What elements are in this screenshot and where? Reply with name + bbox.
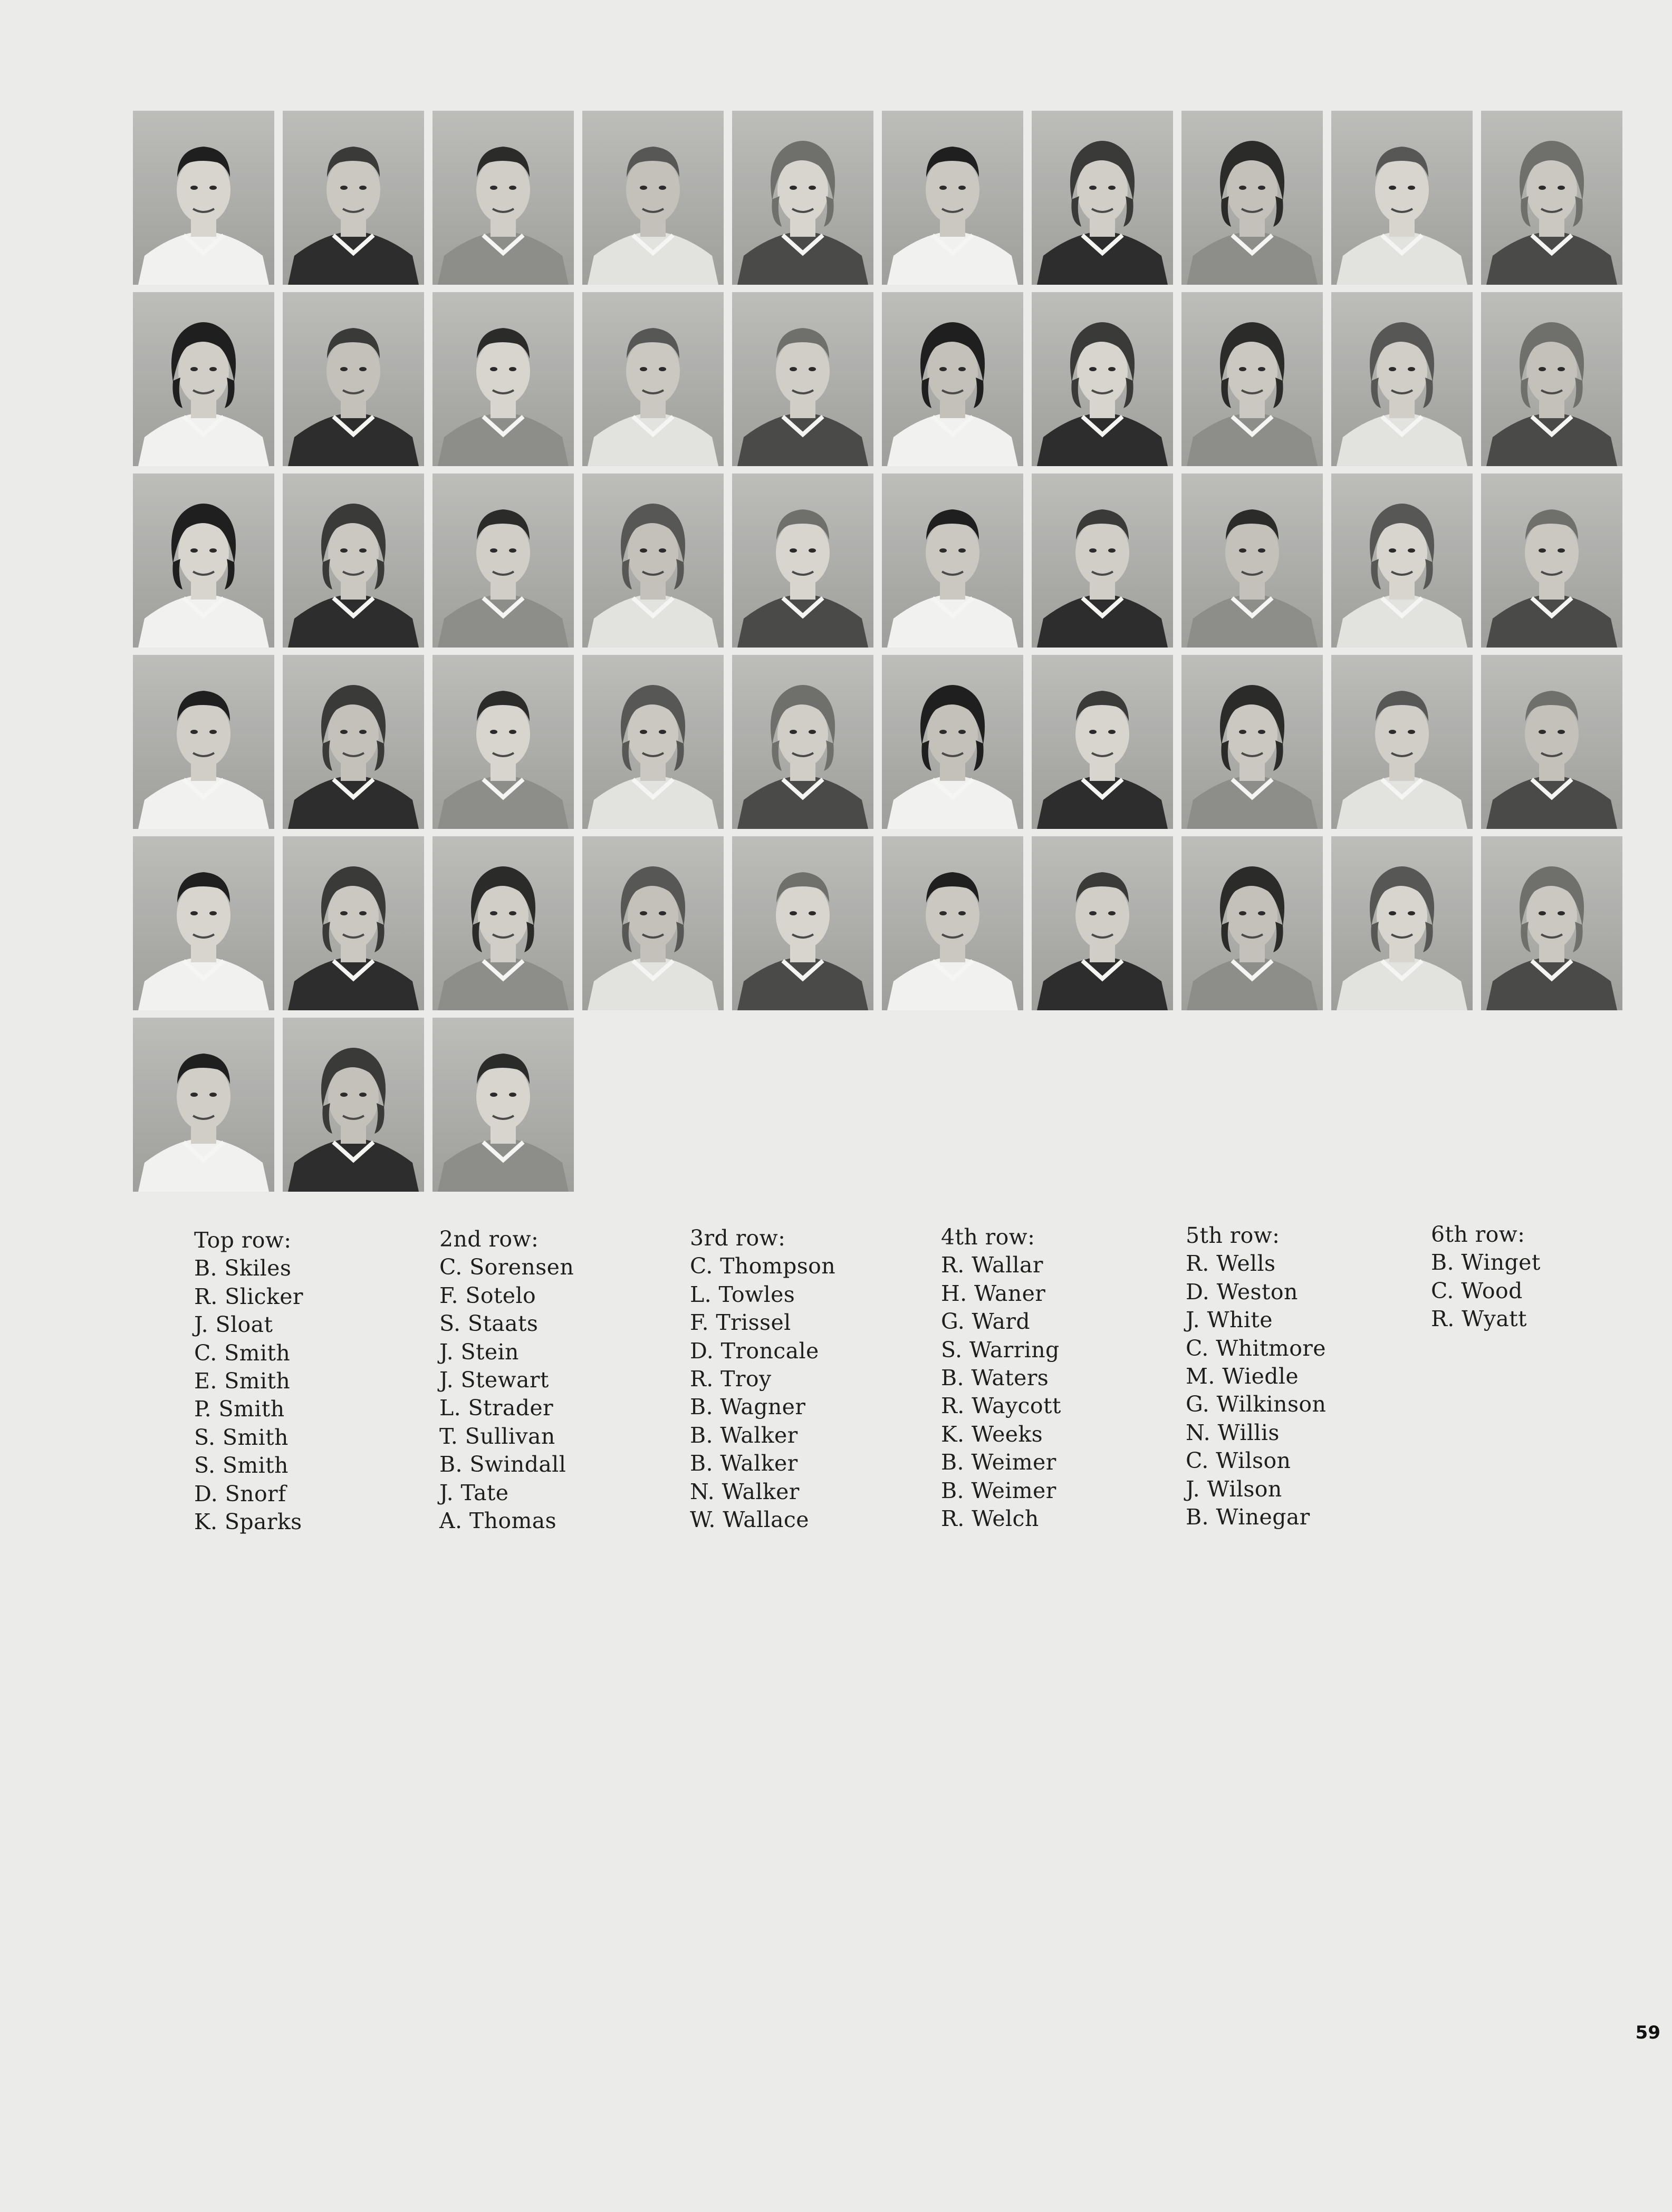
portrait-figure <box>732 474 873 648</box>
student-portrait <box>732 836 873 1010</box>
portrait-grid <box>133 111 1613 1190</box>
portrait-figure <box>1181 474 1323 648</box>
caption-name: S. Warring <box>941 1337 1060 1363</box>
caption-name: L. Towles <box>690 1281 795 1307</box>
portrait-figure <box>582 655 724 829</box>
portrait-figure <box>732 111 873 285</box>
student-portrait <box>732 292 873 466</box>
student-portrait <box>1032 474 1173 648</box>
portrait-figure <box>882 836 1023 1010</box>
portrait-row <box>133 1018 1613 1192</box>
caption-name: C. Wood <box>1431 1278 1523 1303</box>
caption-name: W. Wallace <box>690 1507 809 1533</box>
student-portrait <box>882 836 1023 1010</box>
student-portrait <box>283 292 424 466</box>
caption-heading: Top row: <box>194 1228 292 1253</box>
portrait-figure <box>433 1018 574 1192</box>
portrait-figure <box>433 836 574 1010</box>
student-portrait <box>283 474 424 648</box>
portrait-figure <box>133 111 274 285</box>
caption-name: A. Thomas <box>439 1508 557 1534</box>
portrait-figure <box>1032 655 1173 829</box>
portrait-figure <box>1181 836 1323 1010</box>
portrait-row <box>133 292 1613 466</box>
caption-heading: 3rd row: <box>690 1225 786 1251</box>
caption-name: E. Smith <box>194 1368 291 1394</box>
caption-name: B. Winget <box>1431 1250 1541 1276</box>
student-portrait <box>1181 292 1323 466</box>
page-number: 59 <box>1635 2022 1660 2043</box>
caption-name: C. Wilson <box>1186 1448 1291 1474</box>
caption-name: J. Sloat <box>194 1312 273 1338</box>
portrait-figure <box>283 836 424 1010</box>
portrait-figure <box>1181 655 1323 829</box>
portrait-figure <box>1032 111 1173 285</box>
student-portrait <box>882 655 1023 829</box>
caption-name: C. Thompson <box>690 1253 836 1279</box>
caption-heading: 4th row: <box>941 1224 1035 1250</box>
caption-block <box>194 1222 1565 1543</box>
portrait-figure <box>1331 655 1473 829</box>
caption-name: B. Winegar <box>1186 1504 1310 1530</box>
portrait-figure <box>433 474 574 648</box>
portrait-figure <box>1481 655 1622 829</box>
caption-name: B. Skiles <box>194 1255 292 1281</box>
student-portrait <box>1032 655 1173 829</box>
portrait-figure <box>1181 111 1323 285</box>
student-portrait <box>433 836 574 1010</box>
caption-column-row-3 <box>690 1224 917 1534</box>
portrait-figure <box>283 1018 424 1192</box>
portrait-figure <box>582 292 724 466</box>
student-portrait <box>732 111 873 285</box>
caption-name: B. Swindall <box>439 1452 566 1477</box>
portrait-figure <box>1481 292 1622 466</box>
portrait-figure <box>732 292 873 466</box>
student-portrait <box>1481 474 1622 648</box>
student-portrait <box>133 1018 274 1192</box>
caption-name: R. Wallar <box>941 1252 1043 1278</box>
student-portrait <box>1032 292 1173 466</box>
portrait-figure <box>732 836 873 1010</box>
caption-name: F. Trissel <box>690 1310 791 1336</box>
portrait-figure <box>732 655 873 829</box>
student-portrait <box>882 474 1023 648</box>
portrait-row <box>133 474 1613 648</box>
student-portrait <box>433 1018 574 1192</box>
student-portrait <box>882 111 1023 285</box>
student-portrait <box>582 655 724 829</box>
caption-column-top-row <box>194 1226 421 1536</box>
student-portrait <box>283 1018 424 1192</box>
student-portrait <box>732 474 873 648</box>
student-portrait <box>1481 292 1622 466</box>
student-portrait <box>433 655 574 829</box>
caption-name: D. Weston <box>1186 1279 1298 1305</box>
portrait-figure <box>1331 836 1473 1010</box>
caption-name: J. Stewart <box>439 1367 549 1393</box>
caption-name: N. Willis <box>1186 1419 1280 1445</box>
portrait-figure <box>882 111 1023 285</box>
caption-name: R. Slicker <box>194 1283 303 1309</box>
caption-name: J. Wilson <box>1186 1476 1282 1502</box>
student-portrait <box>133 292 274 466</box>
portrait-figure <box>283 474 424 648</box>
caption-name: M. Wiedle <box>1186 1364 1299 1389</box>
student-portrait <box>582 292 724 466</box>
portrait-figure <box>133 655 274 829</box>
caption-name: B. Walker <box>690 1422 798 1448</box>
caption-name: B. Walker <box>690 1451 798 1476</box>
caption-name: J. Tate <box>439 1480 509 1505</box>
caption-name: J. White <box>1186 1307 1273 1333</box>
portrait-figure <box>1331 292 1473 466</box>
student-portrait <box>433 111 574 285</box>
caption-heading: 6th row: <box>1431 1222 1525 1247</box>
portrait-figure <box>1331 111 1473 285</box>
caption-name: B. Waters <box>941 1365 1049 1391</box>
caption-heading: 5th row: <box>1186 1223 1280 1248</box>
student-portrait <box>1481 836 1622 1010</box>
student-portrait <box>1181 111 1323 285</box>
portrait-figure <box>283 292 424 466</box>
student-portrait <box>1331 474 1473 648</box>
student-portrait <box>882 292 1023 466</box>
caption-heading: 2nd row: <box>439 1226 539 1252</box>
caption-name: D. Snorf <box>194 1481 286 1506</box>
portrait-figure <box>882 655 1023 829</box>
portrait-figure <box>1481 836 1622 1010</box>
student-portrait <box>1331 836 1473 1010</box>
caption-name: J. Stein <box>439 1339 519 1365</box>
portrait-figure <box>1032 474 1173 648</box>
portrait-figure <box>133 1018 274 1192</box>
caption-name: C. Smith <box>194 1340 291 1366</box>
portrait-figure <box>433 655 574 829</box>
student-portrait <box>582 111 724 285</box>
caption-name: T. Sullivan <box>439 1423 555 1449</box>
student-portrait <box>283 655 424 829</box>
student-portrait <box>1181 655 1323 829</box>
student-portrait <box>283 111 424 285</box>
student-portrait <box>1481 111 1622 285</box>
portrait-figure <box>433 111 574 285</box>
student-portrait <box>433 292 574 466</box>
caption-name: C. Sorensen <box>439 1254 574 1280</box>
caption-name: H. Waner <box>941 1280 1046 1306</box>
caption-name: R. Wells <box>1186 1251 1276 1277</box>
portrait-row <box>133 836 1613 1010</box>
portrait-figure <box>1032 292 1173 466</box>
portrait-figure <box>133 292 274 466</box>
caption-name: B. Weimer <box>941 1477 1056 1503</box>
portrait-figure <box>1481 474 1622 648</box>
portrait-figure <box>882 474 1023 648</box>
caption-name: S. Smith <box>194 1453 289 1479</box>
caption-name: B. Wagner <box>690 1394 806 1420</box>
portrait-figure <box>1032 836 1173 1010</box>
portrait-figure <box>283 111 424 285</box>
portrait-figure <box>582 111 724 285</box>
student-portrait <box>1481 655 1622 829</box>
portrait-figure <box>1181 292 1323 466</box>
student-portrait <box>582 836 724 1010</box>
student-portrait <box>133 474 274 648</box>
caption-name: S. Smith <box>194 1424 289 1450</box>
portrait-figure <box>133 836 274 1010</box>
caption-column-row-4 <box>941 1223 1168 1533</box>
portrait-figure <box>882 292 1023 466</box>
caption-name: R. Troy <box>690 1366 772 1392</box>
student-portrait <box>582 474 724 648</box>
caption-name: B. Weimer <box>941 1450 1056 1475</box>
portrait-figure <box>582 836 724 1010</box>
portrait-figure <box>283 655 424 829</box>
student-portrait <box>133 111 274 285</box>
student-portrait <box>1032 836 1173 1010</box>
caption-name: S. Staats <box>439 1311 539 1337</box>
student-portrait <box>1181 836 1323 1010</box>
portrait-row <box>133 111 1613 285</box>
student-portrait <box>732 655 873 829</box>
caption-name: L. Strader <box>439 1395 554 1421</box>
portrait-figure <box>433 292 574 466</box>
caption-name: R. Wyatt <box>1431 1306 1527 1332</box>
caption-column-row-6 <box>1431 1221 1658 1334</box>
student-portrait <box>1331 111 1473 285</box>
caption-name: K. Sparks <box>194 1509 302 1535</box>
student-portrait <box>1032 111 1173 285</box>
caption-name: F. Sotelo <box>439 1282 536 1308</box>
student-portrait <box>1331 292 1473 466</box>
student-portrait <box>133 655 274 829</box>
student-portrait <box>133 836 274 1010</box>
caption-name: D. Troncale <box>690 1338 819 1364</box>
caption-name: K. Weeks <box>941 1421 1043 1447</box>
portrait-figure <box>582 474 724 648</box>
caption-name: C. Whitmore <box>1186 1335 1326 1361</box>
caption-name: G. Ward <box>941 1309 1031 1335</box>
caption-name: R. Waycott <box>941 1393 1061 1419</box>
portrait-figure <box>1481 111 1622 285</box>
student-portrait <box>1331 655 1473 829</box>
portrait-figure <box>1331 474 1473 648</box>
student-portrait <box>1181 474 1323 648</box>
caption-name: P. Smith <box>194 1396 285 1422</box>
caption-column-row-2 <box>439 1225 666 1535</box>
portrait-figure <box>133 474 274 648</box>
caption-name: N. Walker <box>690 1479 800 1504</box>
student-portrait <box>283 836 424 1010</box>
student-portrait <box>433 474 574 648</box>
caption-name: G. Wilkinson <box>1186 1392 1327 1417</box>
caption-column-row-5 <box>1186 1222 1412 1531</box>
caption-name: R. Welch <box>941 1506 1039 1532</box>
portrait-row <box>133 655 1613 829</box>
